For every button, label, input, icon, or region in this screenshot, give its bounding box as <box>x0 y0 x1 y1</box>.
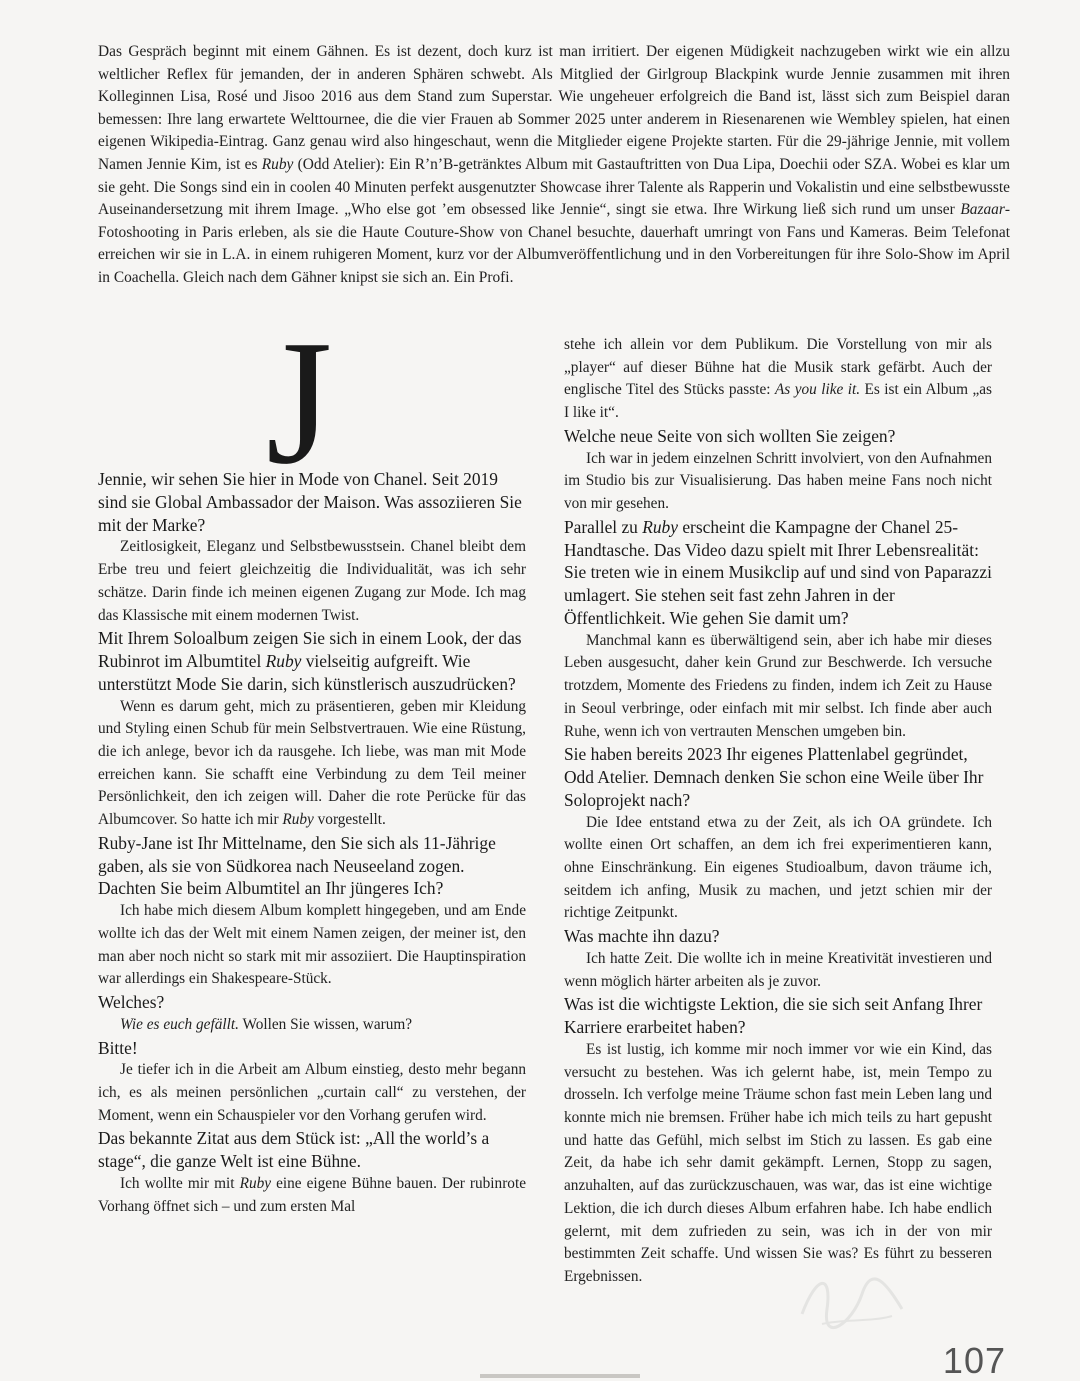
answer-8: Manchmal kann es überwältigend sein, aber ich habe mir dieses Leben ausgesucht, daher kein Grund zur Beschwerde. Ich versuche trotzdem, Momente des Friedens zu finden, indem ich Zeit zu Hause in Seoul verbringe, oder einfach mit mir selbst. Ich finde aber auch Ruhe, wenn ich von vertrauten Menschen umgeben bin. <box>564 631 992 740</box>
drop-cap: J <box>266 303 333 501</box>
question-5: Bitte! <box>98 1037 138 1058</box>
question-2 <box>98 627 526 695</box>
answer-9: Die Idee entstand etwa zu der Zeit, als ich OA gründete. Ich wollte einen Ort schaffen, an dem ich frei experimentieren kann, ohne Einschränkung. Ein eigenes Studioalbum, davon träume ich, seitdem ich anfing, Musik zu machen, und jetzt schien mir der richtige Zeitpunkt. <box>564 813 992 922</box>
question-8-part-a: Parallel zu <box>564 516 643 537</box>
answer-6-part-d: Es ist ein Album „as I like it“. <box>564 381 992 422</box>
answer-6-ruby: Ruby <box>239 1175 272 1193</box>
answer-11: Es ist lustig, ich komme mir noch immer vor wie ein Kind, das versucht zu bestehen. Was ich gelernt habe, ist, mein Tempo zu drosseln. Ich verfolge meine Träume schon fast mein Leben lang und konnte mich nie bremsen. Früher habe ich mich teils zu hart gepusht und hatte das Gefühl, mich selbst im Stich zu lassen. Es gab eine Zeit, da habe ich sehr damit gekämpft. Lernen, Stopp zu sagen, anzuhalten, auf das zurückzuschauen, was war, das ist eine wichtige Lektion, die ich durch dieses Album erfahren habe. Ich habe endlich gelernt, mit dem zufrieden zu sein, was ich in der von mir bestimmten Zeit schaffe. Und wissen Sie was? Es führt zu besseren Ergebnissen. <box>564 1040 992 1285</box>
answer-6-continued <box>564 334 992 425</box>
interview-column-right <box>564 334 992 1289</box>
answer-5: Je tiefer ich in die Arbeit am Album einstieg, desto mehr begann ich, es als meinen persönlichen „curtain call“ zu verstehen, der Moment, wenn ein Schauspieler vor den Vorhang gerufen wird. <box>98 1061 526 1124</box>
intro-text-1: Das Gespräch beginnt mit einem Gähnen. Es ist dezent, doch kurz ist man irritiert. Der eigenen Müdigkeit nachzugeben wirkt wie ein allzu weltlicher Reflex für jemanden, der in anderen Sphären schwebt. Als Mitglied der Girlgroup Blackpink wurde Jennie zusammen mit ihren Kolleginnen Lisa, Rosé und Jisoo 2016 aus dem Stand zum Superstar. Wie ungeheuer erfolgreich die Band ist, lässt sich zum Beispiel daran bemessen: Ihre lang erwartete Welttournee, die die vier Frauen ab Sommer 2025 unter anderem in Riesenarenen wie Wembley spielen, hat einen eigenen Wikipedia-Eintrag. Ganz genau wird also hingeschaut, wenn die Mitglieder eigene Projekte starten. Für die 29-jährige Jennie, mit vollem Namen Jennie Kim, ist es <box>98 43 1010 173</box>
question-2-part-a: Mit Ihrem Soloalbum zeigen Sie sich in einem Look, der das Rubinrot im Albumtitel <box>98 628 522 671</box>
answer-4-text: Wollen Sie wissen, warum? <box>238 1015 413 1033</box>
answer-2 <box>98 696 526 832</box>
intro-text-2: (Odd Atelier): Ein R’n’B-getränktes Album mit Gastauftritten von Dua Lipa, Doechii oder SZA. Wobei es klar um sie geht. Die Songs sind ein in coolen 40 Minuten perfekt ausgenutzter Showcase ihrer Talente als Rapperin und Vokalistin und eine selbstbewusste Auseinandersetzung mit ihrem Image. „Who else got ’em obsessed like Jennie“, singt sie etwa. Ihre Wirkung ließ sich rund um unser <box>98 155 1010 219</box>
question-8-part-b: erscheint die Kampagne der Chanel 25-Handtasche. Das Video dazu spielt mit Ihrer Lebensrealität: Sie treten wie in einem Musikclip auf und sind von Paparazzi umlagert. Sie stehen seit fast zehn Jahren in der Öffentlichkeit. Wie gehen Sie damit um? <box>564 516 992 628</box>
question-4: Welches? <box>98 992 165 1013</box>
answer-7: Ich war in jedem einzelnen Schritt involviert, von den Aufnahmen im Studio bis zur Visualisierung. Das haben meine Fans noch nicht von mir gesehen. <box>564 449 992 513</box>
question-11: Was ist die wichtigste Lektion, die sie sich seit Anfang Ihrer Karriere erarbeitet haben? <box>564 994 983 1038</box>
answer-3: Ich habe mich diesem Album komplett hingegeben, und am Ende wollte ich das der Welt mit einem Namen zeigen, der meiner ist, den man aber noch nicht so stark mit mir assoziiert. Die Hauptinspiration war allerdings ein Shakespeare-Stück. <box>98 902 526 988</box>
watermark-signature <box>792 1264 912 1334</box>
intro-text-3: -Fotoshooting in Paris erleben, als sie die Haute Couture-Show von Chanel besuchte, dauerhaft umringt von Fans und Kameras. Beim Telefonat erreichen wir sie in L.A. in einem ruhigeren Moment, kurz vor der Albumveröffentlichung und in den Vorbereitungen für ihre Solo-Show im April in Coachella. Gleich nach dem Gähner knipst sie sich an. Ein Profi. <box>98 201 1010 286</box>
answer-2-part-a: Wenn es darum geht, mich zu präsentieren, geben mir Kleidung und Styling einen Schub für mein Selbstvertrauen. Wie eine Rüstung, die ich anlege, bevor ich da rausgehe. Ich liebe, was man mit Mode erreichen kann. Sie schafft eine Verbindung zu dem Teil meiner Persönlichkeit, den ich zeigen will. Daher die rote Perücke für das Albumcover. So hatte ich mir <box>98 697 526 829</box>
answer-6-part-c: stehe ich allein vor dem Publikum. Die Vorstellung von mir als „player“ auf dieser Bühne hat die Musik stark gefärbt. Auch der englische Titel des Stücks passte: <box>564 336 992 399</box>
answer-6-part-a: Ich wollte mir mit <box>120 1175 240 1193</box>
answer-6-start <box>98 1173 526 1218</box>
answer-1: Zeitlosigkeit, Eleganz und Selbstbewusstsein. Chanel bleibt dem Erbe treu und feiert gleichzeitig die Individualität, was ich sehr schätze. Darin finde ich meinen eigenen Zugang zur Mode. Ich mag das Klassische mit einem modernen Twist. <box>98 538 526 624</box>
question-2-part-b: vielseitig aufgreift. Wie unterstützt Mode Sie darin, sich künstlerisch auszudrücken? <box>98 651 516 694</box>
answer-6-title: As you like it. <box>774 381 861 399</box>
answer-2-ruby: Ruby <box>282 811 314 829</box>
question-6: Das bekannte Zitat aus dem Stück ist: „All the world’s a stage“, die ganze Welt ist eine Bühne. <box>98 1128 490 1172</box>
question-3: Ruby-Jane ist Ihr Mittelname, den Sie sich als 11-Jährige gaben, als sie von Südkorea nach Neuseeland zogen. Dachten Sie beim Albumtitel an Ihr jüngeres Ich? <box>98 832 496 899</box>
interview-column-left <box>98 303 526 1218</box>
question-10: Was machte ihn dazu? <box>564 926 720 947</box>
answer-10: Ich hatte Zeit. Die wollte ich in meine Kreativität investieren und wenn möglich härter arbeiten als je zuvor. <box>564 949 992 990</box>
question-9: Sie haben bereits 2023 Ihr eigenes Plattenlabel gegründet, Odd Atelier. Demnach denken Sie schon eine Weile über Ihr Soloprojekt nach? <box>564 744 984 810</box>
question-7: Welche neue Seite von sich wollten Sie zeigen? <box>564 425 896 446</box>
question-8-ruby: Ruby <box>642 516 678 537</box>
question-8 <box>564 516 992 630</box>
page-number: 107 <box>942 1340 1006 1381</box>
intro-paragraph <box>98 41 1010 290</box>
intro-bazaar-title: Bazaar <box>960 201 1005 219</box>
answer-2-part-b: vorgestellt. <box>313 811 386 829</box>
footer-rule <box>480 1374 640 1378</box>
question-1: Jennie, wir sehen Sie hier in Mode von Chanel. Seit 2019 sind sie Global Ambassador der Maison. Was assoziieren Sie mit der Marke? <box>98 469 522 535</box>
intro-ruby-title: Ruby <box>261 155 294 173</box>
answer-4-title: Wie es euch gefällt. <box>120 1015 239 1033</box>
answer-4 <box>98 1014 526 1037</box>
question-2-ruby: Ruby <box>265 651 302 671</box>
answer-6-part-b: eine eigene Bühne bauen. Der rubinrote Vorhang öffnet sich – und zum ersten Mal <box>98 1175 526 1215</box>
